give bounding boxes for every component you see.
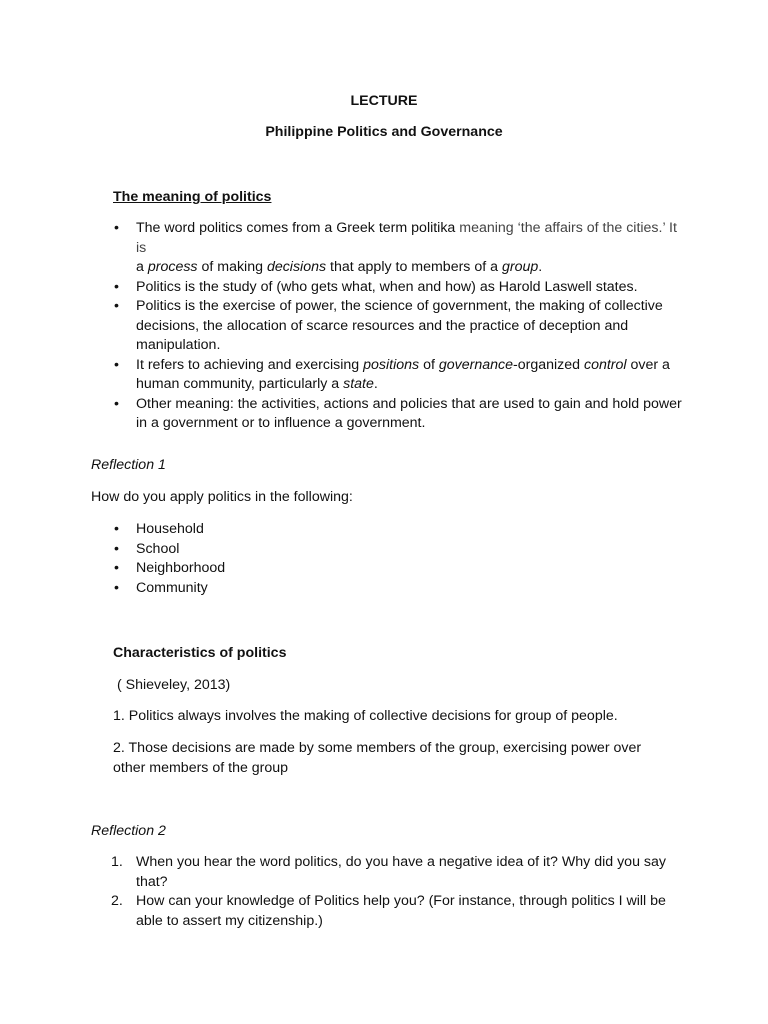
bullet-icon: • <box>114 579 119 596</box>
list-item: • Household <box>114 520 414 540</box>
course-title: Philippine Politics and Governance <box>265 124 503 140</box>
list-item: 2. How can your knowledge of Politics help you? (For instance, through politics I will be able to assert my citizenship.) <box>111 893 666 929</box>
list-item: • Other meaning: the activities, actions and policies that are used to gain and hold power in a government or to influence a government. <box>114 395 682 431</box>
bullet-icon: • <box>114 278 119 295</box>
list-item: • It refers to achieving and exercising positions of governance-organized control over a human community, particularly a state. <box>114 356 670 392</box>
characteristics-citation: ( Shieveley, 2013) <box>113 677 231 693</box>
reflection-2-title: Reflection 2 <box>91 823 166 839</box>
reflection-1-prompt: How do you apply politics in the following: <box>91 489 353 505</box>
list-item: • School <box>114 540 414 560</box>
characteristics-title: Characteristics of politics <box>113 645 287 661</box>
bullet-icon: • <box>114 395 119 412</box>
reflection-2-list <box>111 853 671 931</box>
bullet-icon: • <box>114 540 119 557</box>
meaning-section-title: The meaning of politics <box>113 189 272 205</box>
characteristic-1: 1. Politics always involves the making of collective decisions for group of people. <box>113 708 618 724</box>
list-item: 1. When you hear the word politics, do you have a negative idea of it? Why did you say that? <box>111 854 666 890</box>
bullet-icon: • <box>114 220 119 236</box>
list-item: • Politics is the exercise of power, the science of government, the making of collective decisions, the allocation of scarce resources and the practice of deception and manipulation. <box>114 298 663 353</box>
lecture-heading: LECTURE <box>350 93 418 109</box>
bullet-icon: • <box>114 356 119 373</box>
reflection-1-title: Reflection 1 <box>91 457 166 473</box>
list-item: • Community <box>114 579 414 599</box>
list-item: • The word politics comes from a Greek term politika meaning ‘the affairs of the cities.’ It is a process of making decisions that apply to members of a group. <box>114 220 677 275</box>
bullet-icon: • <box>114 298 119 314</box>
reflection-1-list <box>114 520 414 598</box>
characteristic-2: 2. Those decisions are made by some members of the group, exercising power over other members of the group <box>113 740 642 776</box>
bullet-icon: • <box>114 521 119 537</box>
meaning-list <box>114 219 684 434</box>
list-item: • Politics is the study of (who gets what, when and how) as Harold Laswell states. <box>114 278 684 298</box>
bullet-icon: • <box>114 560 119 576</box>
list-item: • Neighborhood <box>114 559 414 579</box>
